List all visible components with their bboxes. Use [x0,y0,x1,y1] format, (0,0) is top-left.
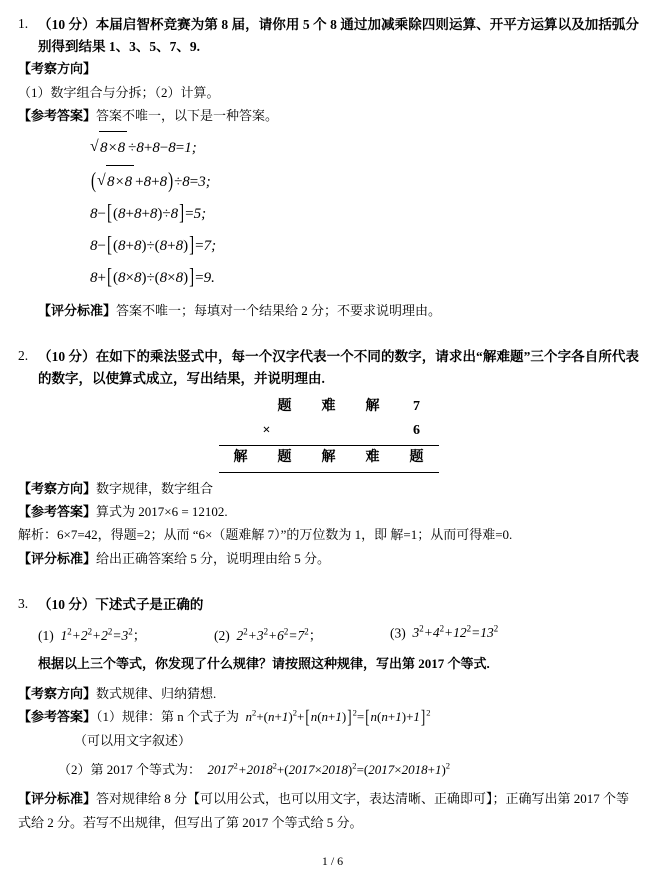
vm-cell-r3c4: 题 [409,449,424,465]
problem-3-direction-line [18,682,639,705]
problem-1-answer-intro: 答案不唯一，以下是一种答案。 [96,107,279,123]
answer-label-2: 【参考答案】 [18,503,97,519]
vm-row-multiplicand [219,395,439,419]
eq3-label: (3) [390,625,406,641]
equation-1: √ 8×8 ÷8+8−8=1; [90,131,639,164]
problem-3-answer-1-note: （可以用文字叙述） [74,732,192,748]
vm-cell-r1c2: 难 [321,399,336,415]
problem-1 [18,14,639,322]
problem-3-text: 下述式子是正确的 [95,597,204,613]
problem-3-scoring-line [18,787,639,834]
equation-3: 8−[(8+8+8)÷8]=5; [90,202,207,226]
problem-2-direction-text: 数字规律，数字组合 [96,480,214,496]
vm-cell-r2c3 [351,419,395,443]
eq2-label: (2) [214,627,230,643]
problem-1-scoring-text: 答案不唯一；每填对一个结果给 2 分；不要求说明理由。 [116,302,442,318]
problem-3-equation-3 [390,624,566,644]
problem-3-equations [38,624,639,644]
vm-cell-r2c4: 6 [413,422,420,438]
eq1-formula: $1^2+2^2+2^2=3^2$； [57,626,147,643]
eq3-formula: $3^2+4^2+12^2=13^2$ [409,623,499,641]
problem-2-text: 在如下的乘法竖式中，每一个汉字代表一个不同的数字，请求出“解难题”三个字各自所代表的数字，以使算式成立，写出结果，并说明理由. [38,349,640,386]
equation-4: 8−[(8+8)÷(8+8)]=7; [90,234,217,258]
vm-cell-r1c1: 题 [277,399,292,415]
problem-1-statement [38,14,639,57]
problem-2 [18,346,639,570]
problem-1-direction-line [18,57,639,80]
equation-5: 8+[(8×8)÷(8×8)]=9. [90,266,215,290]
vm-cell-r3c3: 难 [365,449,380,465]
problem-1-equations [90,131,639,294]
problem-2-number: 2. [18,348,29,363]
vm-row-multiplier [219,419,439,443]
problem-3-question: 根据以上三个等式，你发现了什么规律？请按照这种规律，写出第 2017 个等式. [38,655,490,671]
problem-1-direction-content [18,81,639,104]
vertical-multiplication-inner [219,395,439,472]
eq2-formula: $2^2+3^2+6^2=7^2$； [233,626,323,643]
problem-1-direction-text: （1）数字组合与分拆；（2）计算。 [18,84,220,100]
problem-3-answer-line-1 [18,705,639,728]
problem-3-direction-text: 数式规律、归纳猜想. [96,685,217,701]
vm-cell-r3c0: 解 [233,449,248,465]
problem-3-equation-2 [214,624,390,644]
vm-cell-r1c4: 7 [413,399,420,415]
problem-2-scoring-line [18,547,639,570]
problem-2-scoring-text: 给出正确答案给 5 分，说明理由给 5 分。 [96,550,331,566]
direction-label-3: 【考察方向】 [18,685,97,701]
scoring-label-3: 【评分标准】 [18,791,97,807]
spacer-after-problem-2 [18,576,639,594]
eq1-label: (1) [38,627,54,643]
problem-3-answer-2-formula: $2017^2+2018^2+(2017\times 2018)^2=(2017\times 2018+1)^2$ [204,760,451,777]
direction-label: 【考察方向】 [18,61,97,77]
vm-multiply-sign: × [262,422,271,438]
page-number: 1 / 6 [321,854,344,868]
problem-2-analysis-line [18,523,639,546]
problem-3-score: （10 分） [38,597,96,613]
vm-row-product [219,446,439,470]
problem-1-scoring-line [38,299,639,322]
problem-2-answer-text: 算式为 2017×6 = 12102. [96,503,228,519]
answer-label-3: 【参考答案】 [18,709,97,725]
problem-3-statement [38,594,639,616]
vm-cell-r1c3: 解 [365,399,380,415]
answer-label: 【参考答案】 [18,107,97,123]
problem-2-statement [38,346,639,389]
problem-2-analysis-text: 解析：6×7=42，得题=2；从而 “6×（题难解 7）”的万位数为 1，即 解=1；从而可得难=0. [18,527,513,543]
problem-2-answer-line [18,500,639,523]
problem-1-header [18,14,639,57]
problem-3-answer-line-2 [58,758,639,781]
direction-label-2: 【考察方向】 [18,480,97,496]
problem-1-answer-line [18,104,639,127]
vm-bottom-line [219,472,439,473]
problem-1-number: 1. [18,16,29,31]
vm-cell-r3c2: 解 [321,449,336,465]
problem-3-answer-1-formula: $n^2+(n+1)^2+[n(n+1)]^2=[n(n+1)+1]^2$ [242,705,431,728]
problem-3-header [18,594,639,616]
problem-3-equation-1 [38,624,214,644]
spacer-after-problem-1 [18,328,639,346]
problem-3-answer-2-prefix: （2）第 2017 个等式为： [58,761,202,777]
scoring-label-2: 【评分标准】 [18,550,97,566]
problem-2-direction-line [18,477,639,500]
problem-3-scoring-text: 答对规律给 8 分【可以用公式，也可以用文字，表达清晰、正确即可】；正确写出第 2017 个等式给 2 分。若写不出规律，但写出了第 2017 个等式给 5 分。 [18,791,630,830]
problem-3-number: 3. [18,596,29,612]
vertical-multiplication [18,395,639,472]
scoring-label: 【评分标准】 [38,302,117,318]
problem-3-answer-1-prefix: （1）规律：第 n 个式子为 [96,709,240,725]
vm-cell-r3c1: 题 [277,449,292,465]
problem-2-score: （10 分） [38,349,96,364]
problem-1-text: 本届启智杯竞赛为第 8 届，请你用 5 个 8 通过加减乘除四则运算、开平方运算以及加括弧分别得到结果 1、3、5、7、9. [38,17,640,54]
page-footer [0,854,665,869]
problem-2-header [18,346,639,389]
problem-3 [18,594,639,834]
vm-cell-r2c2 [307,419,351,443]
problem-1-score: （10 分） [38,17,96,32]
equation-2: ( √ 8×8 +8+8)÷8=3; [90,165,639,198]
